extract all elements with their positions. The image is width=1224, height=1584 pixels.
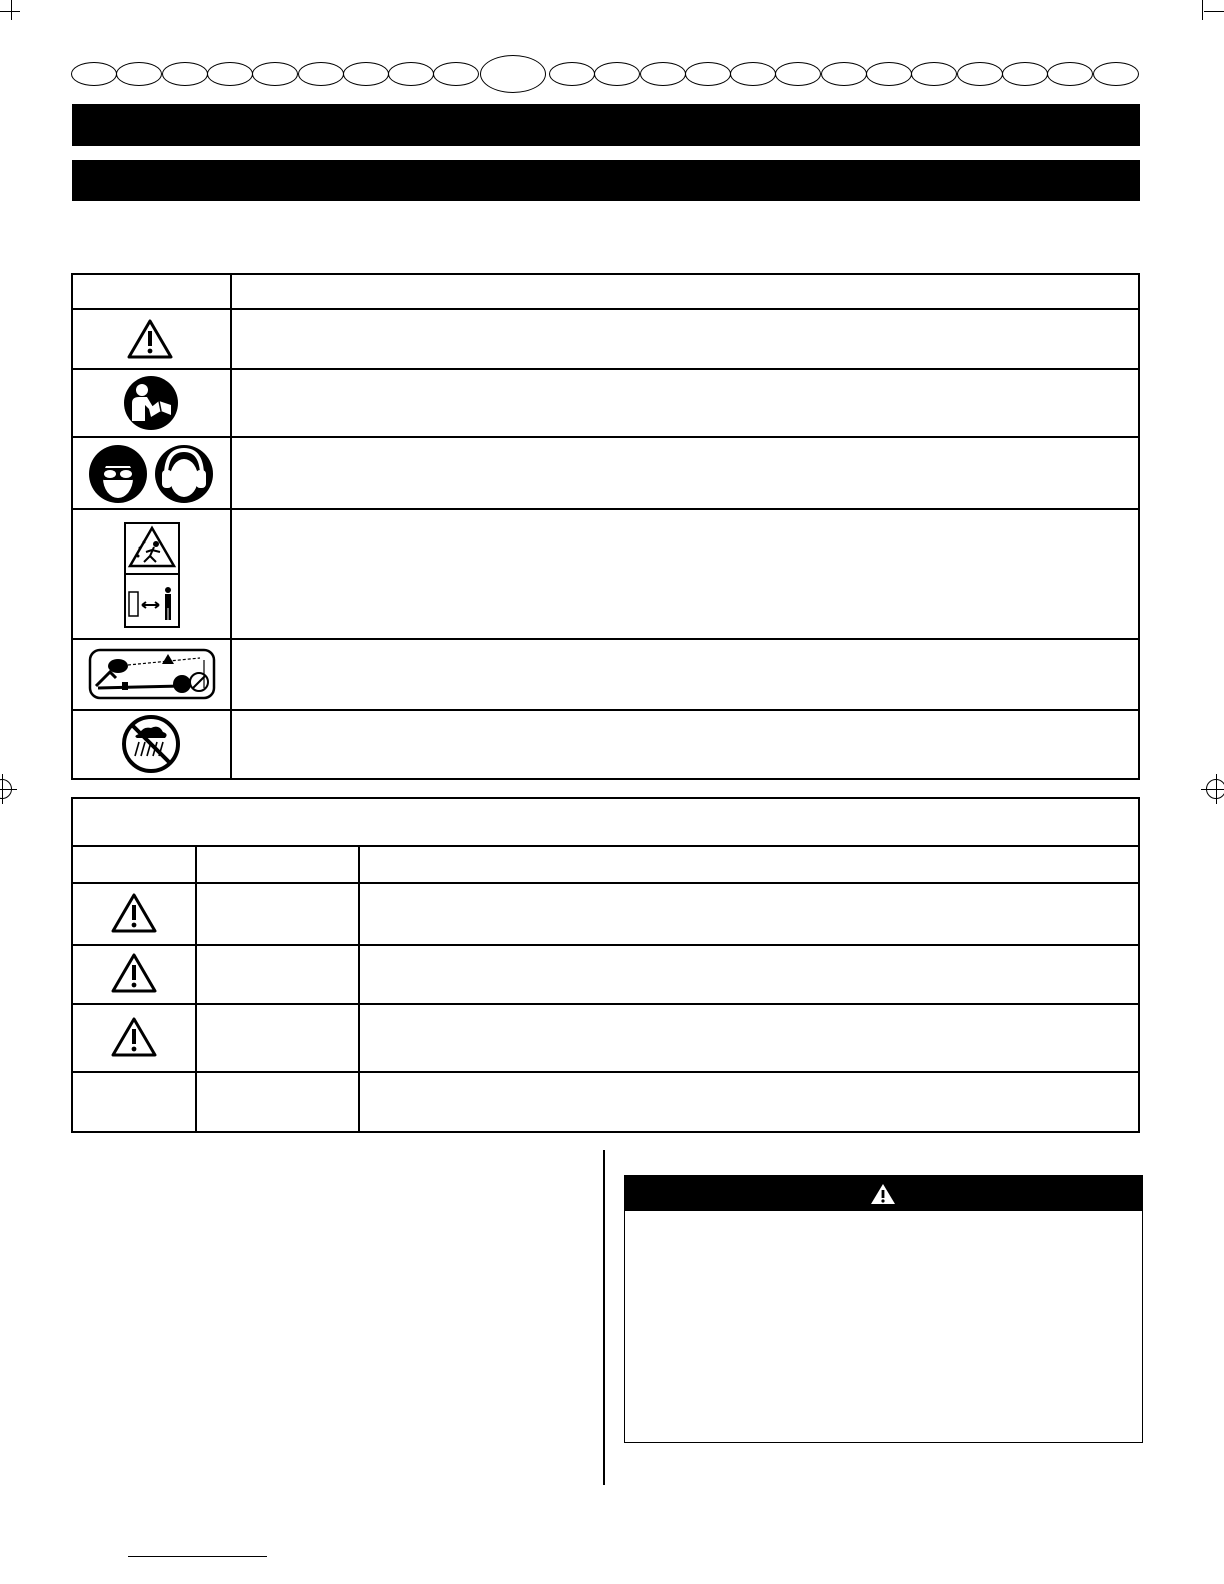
language-tab[interactable] — [549, 62, 595, 86]
read-manual-icon — [123, 375, 179, 431]
table-row-divider — [71, 436, 1140, 438]
language-tab[interactable] — [821, 62, 867, 86]
left-text-column — [72, 1150, 592, 1480]
language-tab[interactable] — [388, 62, 434, 86]
symbols-table-column-divider — [230, 273, 232, 780]
language-tab[interactable] — [640, 62, 686, 86]
language-tab[interactable] — [866, 62, 912, 86]
language-tab[interactable] — [775, 62, 821, 86]
warning-box-header — [624, 1175, 1143, 1211]
subsection-title-bar — [72, 160, 1140, 201]
crop-mark-top-left-h — [0, 11, 20, 12]
table-row-divider — [71, 1003, 1140, 1005]
signal-words-table — [71, 797, 1140, 1133]
crop-mark-top-left-v — [11, 0, 12, 20]
ear-protection-icon — [154, 444, 214, 504]
language-tab[interactable] — [594, 62, 640, 86]
language-tab[interactable] — [162, 62, 208, 86]
eye-protection-icon — [88, 444, 148, 504]
language-tab[interactable] — [116, 62, 162, 86]
warning-triangle-icon — [126, 318, 174, 360]
language-tab[interactable] — [252, 62, 298, 86]
registration-mark-right — [1206, 779, 1224, 799]
operator-distance-icon — [88, 648, 216, 700]
thrown-objects-keep-distance-icon — [124, 522, 180, 628]
table-row-divider — [71, 709, 1140, 711]
language-tab[interactable] — [1047, 62, 1093, 86]
language-tab[interactable] — [730, 62, 776, 86]
language-tab[interactable] — [343, 62, 389, 86]
signal-table-column-divider — [358, 845, 360, 1133]
language-tab[interactable] — [433, 62, 479, 86]
signal-table-column-divider — [195, 845, 197, 1133]
warning-box — [624, 1175, 1143, 1443]
warning-triangle-icon — [110, 1016, 158, 1058]
crop-mark-top-right-h — [1204, 11, 1224, 12]
language-tab[interactable] — [207, 62, 253, 86]
language-tab[interactable] — [71, 62, 117, 86]
symbols-table-header-divider — [71, 308, 1140, 310]
warning-triangle-icon — [110, 952, 158, 994]
table-row-divider — [71, 508, 1140, 510]
column-divider — [603, 1150, 605, 1485]
section-title-bar — [72, 104, 1140, 146]
table-row-divider — [71, 638, 1140, 640]
language-tab[interactable] — [911, 62, 957, 86]
signal-table-header-top — [71, 845, 1140, 847]
signal-table-header-divider — [71, 882, 1140, 884]
no-rain-icon — [121, 714, 181, 774]
language-tab[interactable] — [298, 62, 344, 86]
warning-triangle-icon — [869, 1182, 897, 1206]
table-row-divider — [71, 368, 1140, 370]
language-tab[interactable] — [957, 62, 1003, 86]
registration-mark-left — [0, 779, 12, 799]
language-tab[interactable] — [685, 62, 731, 86]
warning-triangle-icon — [110, 892, 158, 934]
table-row-divider — [71, 944, 1140, 946]
crop-mark-top-right-v — [1202, 0, 1203, 20]
footer-rule — [128, 1556, 267, 1557]
language-tab-active[interactable] — [480, 55, 546, 93]
language-tab[interactable] — [1002, 62, 1048, 86]
table-row-divider — [71, 1071, 1140, 1073]
language-tab[interactable] — [1093, 62, 1139, 86]
